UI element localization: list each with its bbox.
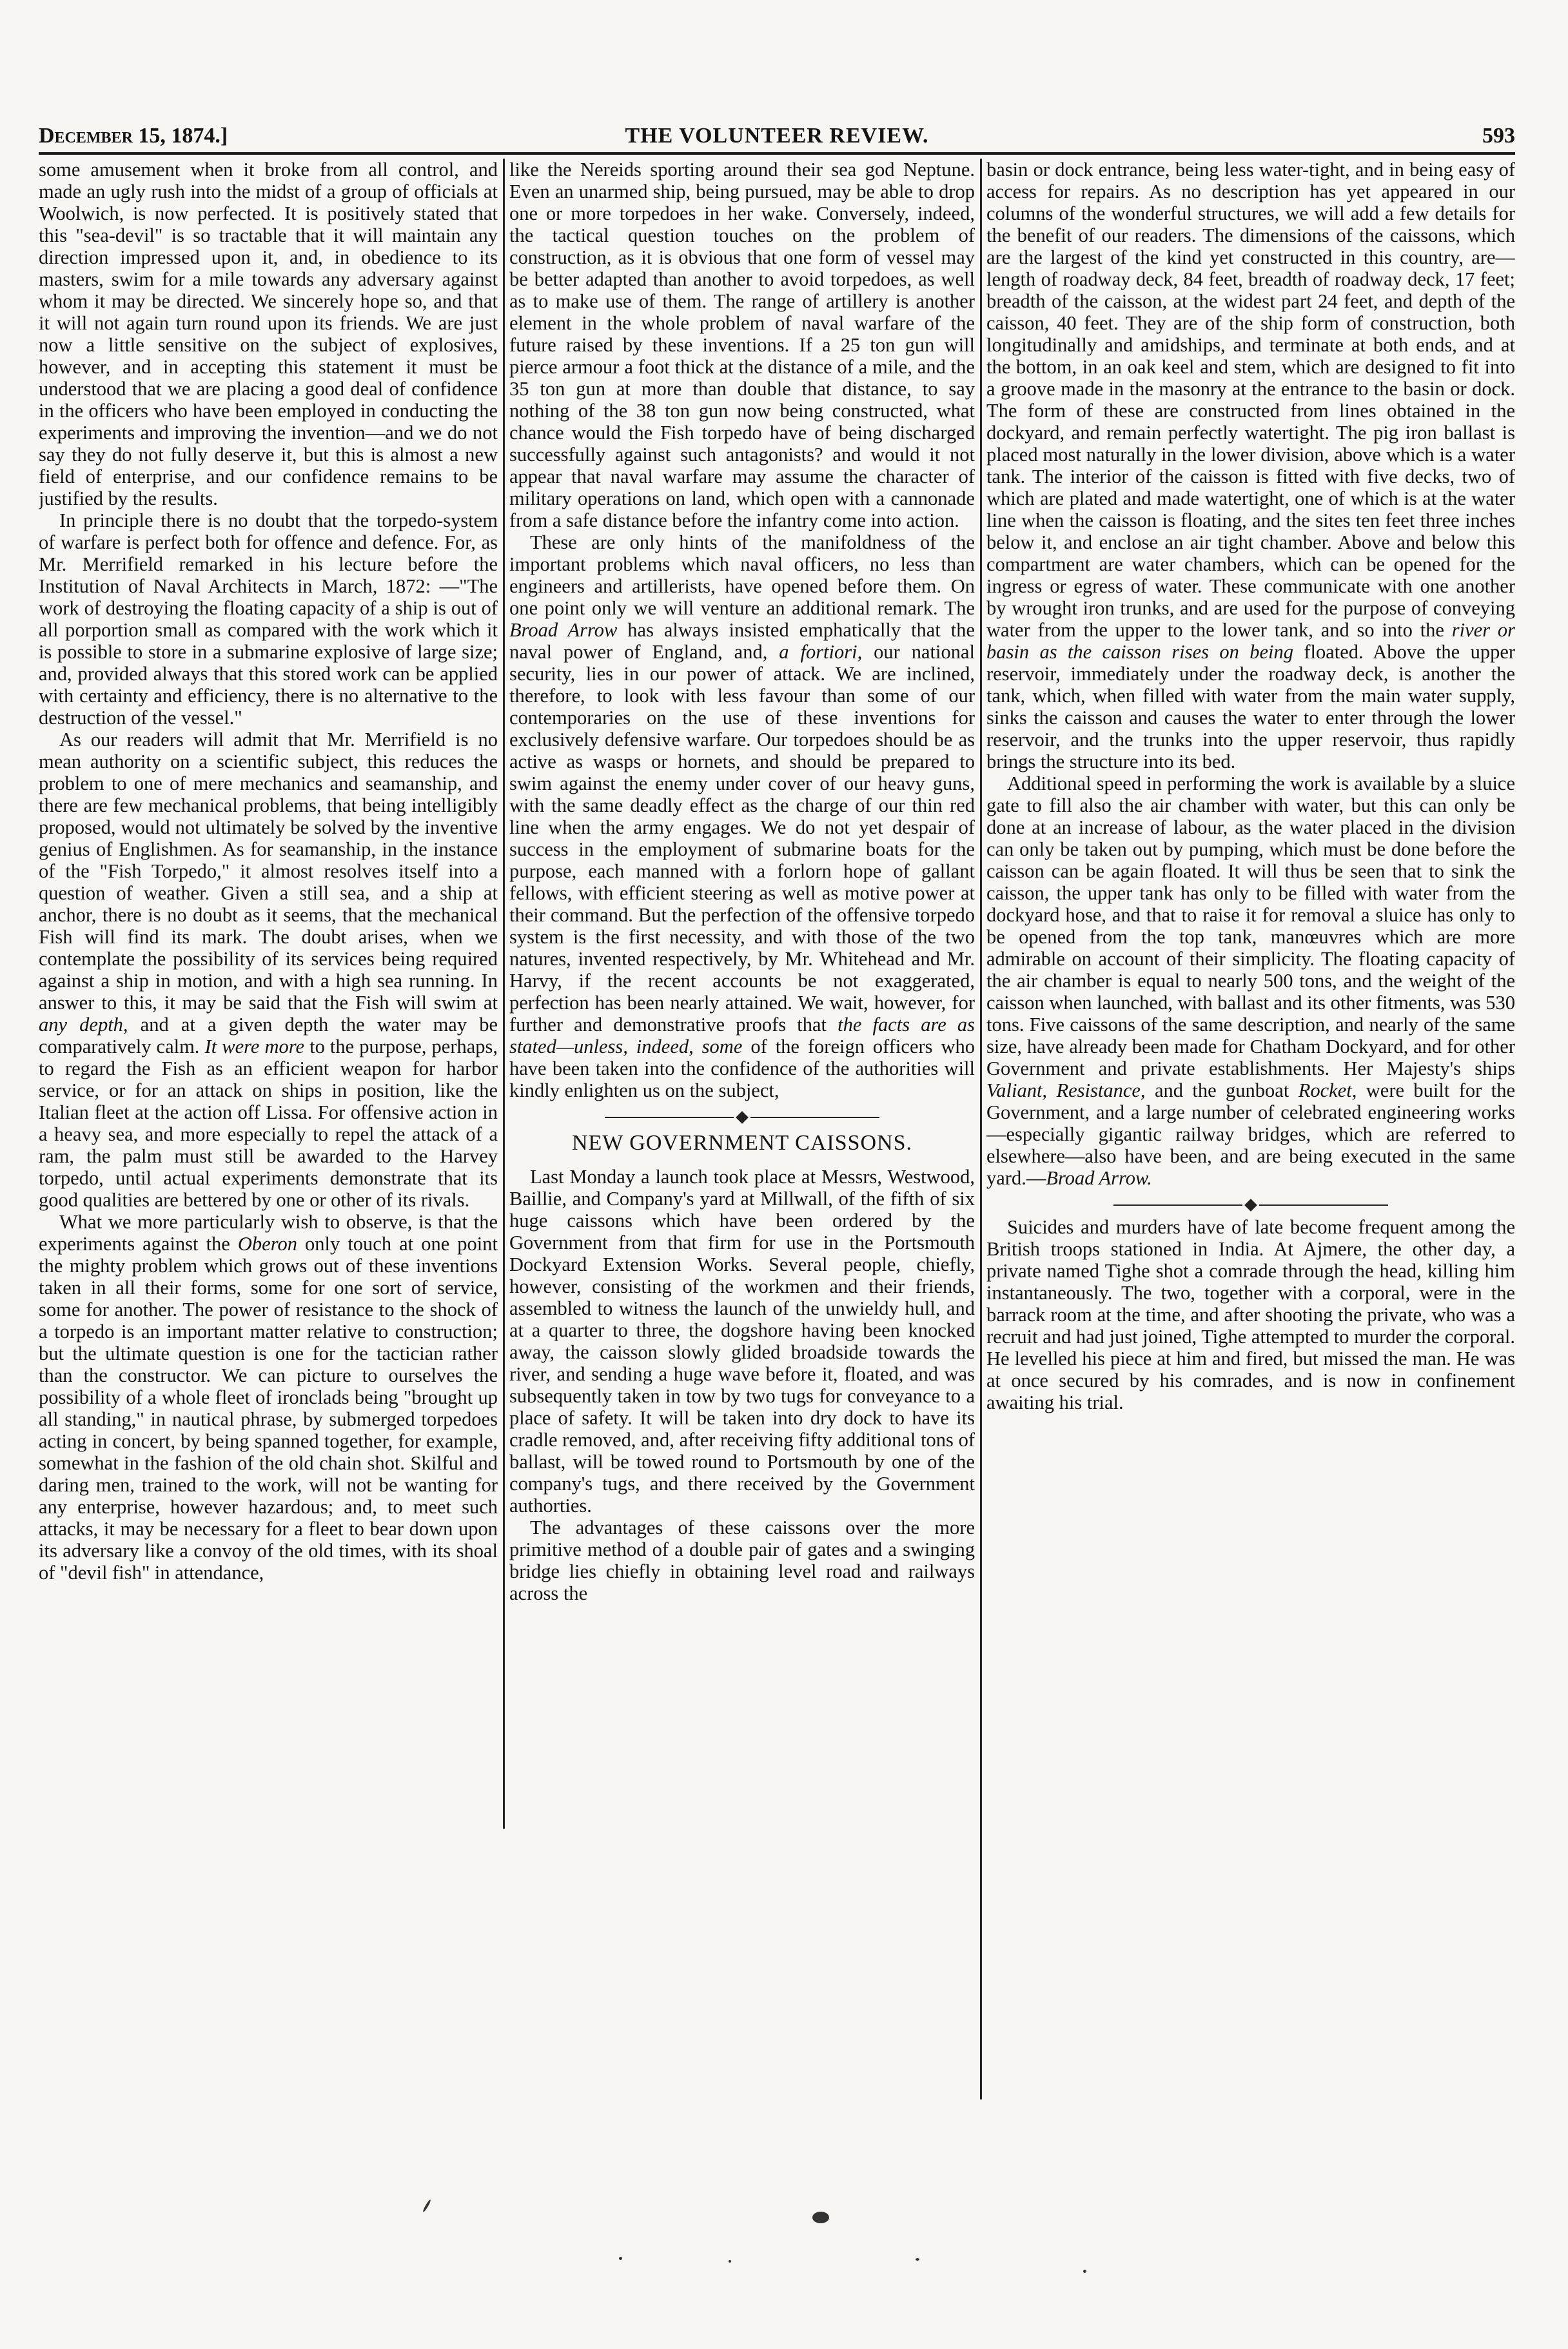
italic-text: Rocket, xyxy=(1298,1079,1357,1101)
text: only touch at one point the mighty problem which grows out of these inventions taken in all their forms, some for one sort of service, some for another. The power of resistance to the shock of a torpedo is an important matter relative to construction; but the ultimate question is one for the tactician rather than the constructor. We can picture to ourselves the possibility of a whole fleet of ironclads being "brought up all standing," in nautical phrase, by submerged torpedoes acting in concert, by being spanned together, for example, somewhat in the fashion of the old chain shot. Skilful and daring men, trained to the work, will not be wanting for any enterprise, however hazardous; and, to meet such attacks, it may be necessary for a fleet to bear down upon its adversary like a convoy of the old times, with its shoal of "devil fish" in attendance, xyxy=(39,1233,498,1584)
italic-text: It were more xyxy=(204,1036,305,1057)
text: These are only hints of the manifoldness of the important problems which naval officers, no less than engineers and artillerists, have opened before them. On one point only we will venture an additional remark. The xyxy=(509,531,975,619)
section-divider-ornament xyxy=(986,1201,1515,1210)
section-title: NEW GOVERNMENT CAISSONS. xyxy=(571,1131,913,1155)
print-specks xyxy=(426,2186,1135,2283)
header-page-number: 593 xyxy=(1482,124,1515,148)
text: to the purpose, perhaps, to regard the Fish as an efficient weapon for harbor service, or for an attack on ships in position, like the Italian fleet at the action off Lissa. For offensive action in a heavy sea, and more especially to repel the attack of a ram, the palm must still be awarded to the Harvey torpedo, until actual experiments demonstrate that its good qualities are bettered by one or other of its rivals. xyxy=(39,1036,498,1211)
text: some amusement when it broke from all control, and made an ugly rush into the midst of a group of officials at Woolwich, is now perfected. It is positively stated that this "sea-devil" is so tractable that it will maintain any direction impressed upon it, and, in obedience to its masters, swim for a mile towards any adversary against whom it may be directed. We sincerely hope so, and that it will not again turn round upon its friends. We are just now a little sensitive on the subject of explosives, however, and in accepting this statement it must be understood that we are placing a good deal of confidence in the officers who have been employed in conducting the experiments and improving the invention—and we do not say they do not fully deserve it, but this is almost a new field of enterprise, and our confidence remains to be justified by the results. xyxy=(39,159,498,509)
paragraph xyxy=(39,159,498,509)
text: The advantages of these caissons over the more primitive method of a double pair of gates and a swinging bridge lies chiefly in obtaining level road and railways across the xyxy=(509,1517,975,1604)
text: like the Nereids sporting around their sea god Neptune. Even an unarmed ship, being pursued, may be able to drop one or more torpedoes in her wake. Conversely, indeed, the tactical question touches on the problem of construction, as it is obvious that one form of vessel may be better adapted than another to avoid torpedoes, as well as to make use of them. The range of artillery is another element in the whole problem of naval warfare of the future raised by these inventions. If a 25 ton gun will pierce armour a foot thick at the distance of a mile, and the 35 ton gun at more than double that distance, to say nothing of the 38 ton gun now being constructed, what chance would the Fish torpedo have of being discharged successfully against such antagonists? and would it not appear that naval warfare may assume the character of military operations on land, which open with a cannonade from a safe distance before the infantry come into action. xyxy=(509,159,975,531)
paragraph xyxy=(986,1216,1515,1413)
header-title: THE VOLUNTEER REVIEW. xyxy=(625,124,929,148)
paragraph xyxy=(509,1517,975,1604)
column-divider xyxy=(980,159,982,2099)
header-rule xyxy=(39,152,1515,155)
text: What we more particularly wish to observe, is that the experiments against the xyxy=(39,1211,498,1255)
column-3 xyxy=(986,159,1515,2119)
header-date: December 15, 1874.] xyxy=(39,124,228,148)
italic-text: Broad Arrow. xyxy=(1046,1167,1152,1189)
text: Last Monday a launch took place at Messrs, Westwood, Baillie, and Company's yard at Millwall, of the fifth of six huge caissons which have been ordered by the Government from that firm for use in the Portsmouth Dockyard Extension Works. Several people, chiefly, however, consisting of the workmen and their friends, assembled to witness the launch of the unwieldy hull, and at a quarter to three, the dogshore having been knocked away, the caisson slowly glided broadside towards the river, and sending a huge wave before it, floated, and was subsequently taken in tow by two tugs for conveyance to a place of safety. It will be taken into dry dock to have its cradle removed, and, after receiving fifty additional tons of ballast, will be towed round to Portsmouth by one of the company's tugs, and there received by the Government authorties. xyxy=(509,1166,975,1517)
column-1 xyxy=(39,159,498,2119)
italic-text: Oberon xyxy=(237,1233,297,1255)
text: has always insisted emphatically that the naval power of England, and, xyxy=(509,619,975,663)
italic-text: any depth, xyxy=(39,1014,128,1036)
text: In principle there is no doubt that the torpedo-system of warfare is perfect both for offence and defence. For, as Mr. Merrifield remarked in his lecture before the Institution of Naval Architects in March, 1872: —"The work of destroying the floating capacity of a ship is out of all porportion small as compared with the work which it is possible to store in a submarine explosive of large size; and, provided always that this stored work can be applied with certainty and efficiency, there is no alternative to the destruction of the vessel." xyxy=(39,509,498,729)
text: were built for the Government, and a large number of celebrated engineering works—especially gigantic railway bridges, which are referred to elsewhere—also have been, and are being executed in the same yard.— xyxy=(986,1079,1515,1189)
italic-text: river or basin as the caisson rises on being xyxy=(986,619,1515,663)
paragraph xyxy=(509,1166,975,1517)
text: Suicides and murders have of late become frequent among the British troops stationed in India. At Ajmere, the other day, a private named Tighe shot a comrade through the head, killing him instantaneously. The two, together with a corporal, were in the barrack room at the time, and after shooting the private, who was a recruit and had just joined, Tighe attempted to murder the corporal. He levelled his piece at him and fired, but missed the man. He was at once secured by his comrades, and is now in confinement awaiting his trial. xyxy=(986,1216,1515,1413)
paragraph xyxy=(39,509,498,729)
paragraph xyxy=(509,531,975,1101)
italic-text: the facts are as stated—unless, indeed, some xyxy=(509,1014,975,1057)
italic-text: a fortiori, xyxy=(779,641,863,663)
italic-text: Broad Arrow xyxy=(509,619,618,641)
paragraph xyxy=(509,159,975,531)
paragraph xyxy=(39,1211,498,1584)
page-header xyxy=(39,124,1515,150)
column-2 xyxy=(509,159,975,2119)
text: basin or dock entrance, being less water-tight, and in being easy of access for repairs. As no description has yet appeared in our columns of the wonderful structures, we will add a few details for the benefit of our readers. The dimensions of the caissons, which are the largest of the kind yet constructed in this country, are—length of roadway deck, 84 feet, breadth of roadway deck, 17 feet; breadth of the caisson, at the widest part 24 feet, and depth of the caisson, 40 feet. They are of the ship form of construction, both longitudinally and amidships, and terminate at both ends, and at the bottom, in an oak keel and stem, which are designed to fit into a groove made in the masonry at the entrance to the basin or dock. The form of these are constructed from lines obtained in the dockyard, and remain perfectly watertight. The pig iron ballast is placed most naturally in the lower division, above which is a water tank. The interior of the caisson is fitted with five decks, two of which are plated and made watertight, one of which is at the water line when the caisson is floating, and the sites ten feet three inches below it, and enclose an air tight chamber. Above and below this compartment are water chambers, which can be opened for the ingress or egress of water. These communicate with one another by wrought iron trunks, and are used for the purpose of conveying water from the upper to the lower tank, and so into the xyxy=(986,159,1515,641)
text: floated. Above the upper reservoir, immediately under the roadway deck, is another the tank, which, when filled with water from the main water supply, sinks the caisson and causes the water to enter through the lower reservoir, and the trunks into the upper reservoir, thus rapidly brings the structure into its bed. xyxy=(986,641,1515,772)
italic-text: Valiant, Resistance, xyxy=(986,1079,1146,1101)
text: As our readers will admit that Mr. Merrifield is no mean authority on a scientific subject, this reduces the problem to one of mere mechanics and seamanship, and there are few mechanical problems, that being intelligibly proposed, would not ultimately be solved by the inventive genius of Englishmen. As for seamanship, in the instance of the "Fish Torpedo," it almost resolves itself into a question of weather. Given a still sea, and a ship at anchor, there is no doubt as it seems, that the mechanical Fish will find its mark. The doubt arises, when we contemplate the possibility of its services being required against a ship in motion, and with a high sea running. In answer to this, it may be said that the Fish will swim at xyxy=(39,729,498,1014)
section-divider-ornament xyxy=(509,1113,975,1122)
text: and at a given depth the water may be comparatively calm. xyxy=(39,1014,498,1057)
text: of the foreign officers who have been taken into the confidence of the authorities will kindly enlighten us on the subject, xyxy=(509,1036,975,1101)
paragraph xyxy=(986,772,1515,1189)
paragraph xyxy=(39,729,498,1211)
text: Additional speed in performing the work is available by a sluice gate to fill also the air chamber with water, but this can only be done at an increase of labour, as the water placed in the division can only be taken out by pumping, which must be done before the caisson can be again floated. It will thus be seen that to sink the caisson, the upper tank has only to be filled with water from the dockyard hose, and that to raise it for removal a sluice has only to be opened from the top tank, manœuvres which are more admirable on account of their simplicity. The floating capacity of the air chamber is equal to nearly 500 tons, and the weight of the caisson when launched, with ballast and its other fitments, was 530 tons. Five caissons of the same description, and nearly of the same size, have already been made for Chatham Dockyard, and for other Government and private establishments. Her Majesty's ships xyxy=(986,772,1515,1079)
text: and the gunboat xyxy=(1154,1079,1289,1101)
text: our national security, lies in our power of attack. We are inclined, therefore, to look with less favour than some of our contemporaries on the use of these inventions for exclusively defensive warfare. Our torpedoes should be as active as wasps or hornets, and should be prepared to swim against the enemy under cover of our heavy guns, with the same deadly effect as the charge of our thin red line when the army engages. We do not yet despair of success in the employment of submarine boats for the purpose, each manned with a forlorn hope of gallant fellows, with efficient steering as well as motive power at their command. But the perfection of the offensive torpedo system is the first necessity, and with those of the two natures, invented respectively, by Mr. Whitehead and Mr. Harvy, if the recent accounts be not exaggerated, perfection has been nearly attained. We wait, however, for further and demonstrative proofs that xyxy=(509,641,975,1036)
column-divider xyxy=(503,159,505,1829)
paragraph xyxy=(986,159,1515,772)
